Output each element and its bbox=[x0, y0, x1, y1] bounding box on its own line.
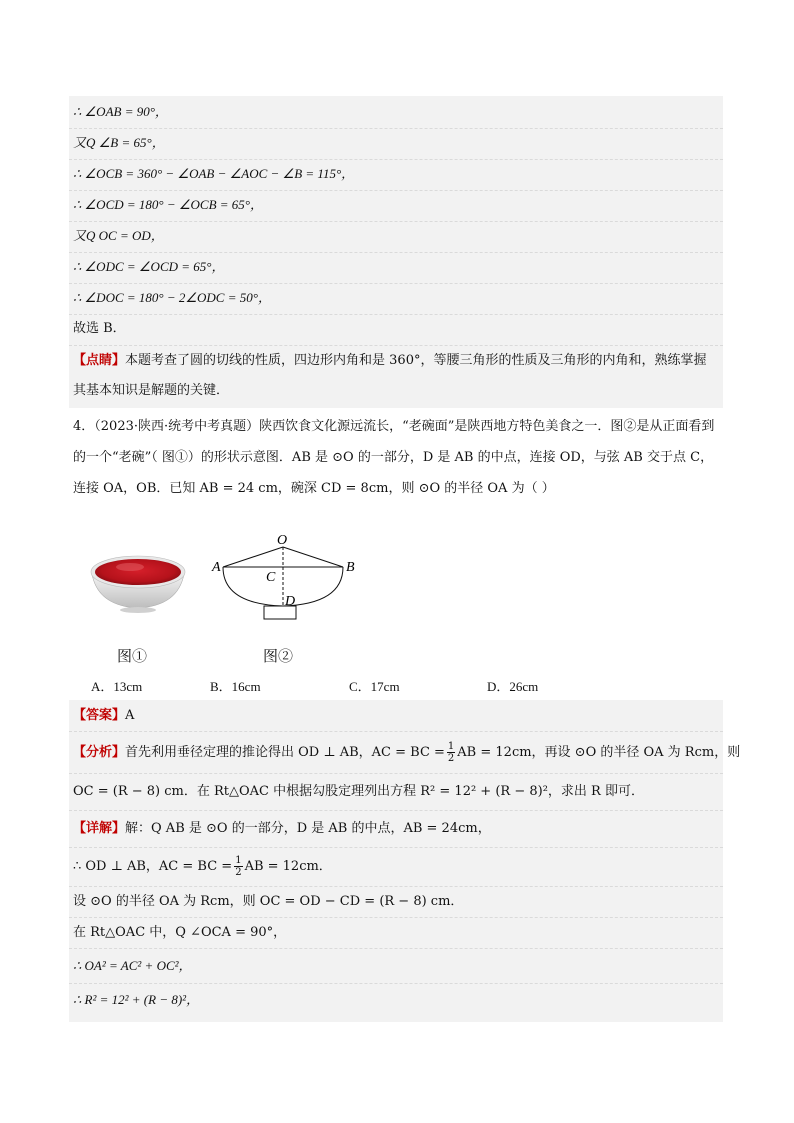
detail-label: 【详解】 bbox=[73, 821, 126, 836]
solution-line: 又Q OC = OD， bbox=[73, 228, 164, 243]
choice-c: C．17cm bbox=[349, 679, 400, 694]
choice-d: D．26cm bbox=[487, 679, 539, 694]
label-b: B bbox=[346, 560, 355, 575]
detail-line-5: ∴ OA² = AC² + OC²， bbox=[73, 958, 192, 973]
divider bbox=[69, 159, 723, 160]
solution-line: ∴ ∠DOC = 180° − 2∠ODC = 50°， bbox=[73, 290, 271, 305]
choice-b: B．16cm bbox=[210, 679, 261, 694]
detail-line-4: 在 Rt△OAC 中，Q ∠OCA = 90°， bbox=[73, 925, 287, 940]
analysis-text: AB = 12cm，再设 ⊙O 的半径 OA 为 Rcm，则 bbox=[457, 745, 741, 760]
question-text: 4．（2023·陕西·统考中考真题）陕西饮食文化源远流长，“老碗面”是陕西地方特色美食之一．图②是从正面看到的一个“老碗”（ 图①）的形状示意图．AB 是 ⊙O 的一部分，D 是 AB 的中点，连接 OD，与弦 AB 交于点 C，连接 OA，OB．已知 AB = 24 cm，碗深 CD = 8cm，则 ⊙O 的半径 OA 为（ ） bbox=[73, 419, 715, 496]
choice-a: A．13cm bbox=[91, 679, 143, 694]
divider bbox=[69, 886, 723, 887]
detail-text: AB = 12cm． bbox=[244, 859, 332, 874]
label-d: D bbox=[285, 594, 296, 609]
answer-line bbox=[73, 707, 134, 725]
solution-line: ∴ ∠OCD = 180° − ∠OCB = 65°， bbox=[73, 197, 263, 212]
comment-text: 本题考查了圆的切线的性质，四边形内角和是 360°，等腰三角形的性质及三角形的内角和，熟练掌握其基本知识是解题的关键． bbox=[73, 353, 707, 398]
divider bbox=[69, 252, 723, 253]
solution-line: ∴ ∠OAB = 90°， bbox=[73, 104, 168, 119]
bowl-diagram bbox=[205, 530, 365, 625]
comment-label: 【点睛】 bbox=[73, 353, 126, 368]
solution-line: 又Q ∠B = 65°， bbox=[73, 135, 165, 150]
divider bbox=[69, 283, 723, 284]
detail-line-2 bbox=[73, 855, 332, 878]
answer-value: A bbox=[125, 708, 135, 723]
divider bbox=[69, 847, 723, 848]
detail-line-1 bbox=[73, 820, 491, 838]
divider bbox=[69, 731, 723, 732]
answer-label: 【答案】 bbox=[73, 708, 126, 723]
analysis-line-1 bbox=[73, 741, 740, 764]
solution-conclusion: 故选 B． bbox=[73, 321, 126, 336]
divider bbox=[69, 773, 723, 774]
fraction-denominator: 2 bbox=[235, 867, 242, 878]
divider bbox=[69, 221, 723, 222]
divider bbox=[69, 314, 723, 315]
divider bbox=[69, 917, 723, 918]
divider bbox=[69, 190, 723, 191]
divider bbox=[69, 948, 723, 949]
analysis-text: 首先利用垂径定理的推论得出 OD ⊥ AB，AC = BC = bbox=[125, 745, 445, 760]
divider bbox=[69, 810, 723, 811]
analysis-line-2: OC = (R − 8) cm．在 Rt△OAC 中根据勾股定理列出方程 R² = 12² + (R − 8)²，求出 R 即可． bbox=[73, 784, 644, 799]
fraction-denominator: 2 bbox=[447, 753, 455, 764]
fraction-numerator: 1 bbox=[235, 855, 242, 866]
analysis-label: 【分析】 bbox=[73, 745, 126, 760]
fraction-numerator: 1 bbox=[447, 741, 455, 752]
detail-line-3: 设 ⊙O 的半径 OA 为 Rcm，则 OC = OD − CD = (R − 8) cm． bbox=[73, 894, 464, 909]
figure-2-caption: 图② bbox=[263, 647, 294, 665]
label-o: O bbox=[277, 533, 288, 548]
figure-1-caption: 图① bbox=[117, 647, 148, 665]
label-a: A bbox=[212, 560, 221, 575]
comment-paragraph bbox=[73, 346, 719, 406]
divider bbox=[69, 128, 723, 129]
label-c: C bbox=[266, 570, 276, 585]
solution-line: ∴ ∠OCB = 360° − ∠OAB − ∠AOC − ∠B = 115°， bbox=[73, 166, 355, 181]
fraction bbox=[447, 741, 455, 764]
detail-text: 解：Q AB 是 ⊙O 的一部分，D 是 AB 的中点，AB = 24cm， bbox=[125, 821, 491, 836]
bowl-image bbox=[88, 548, 188, 614]
divider bbox=[69, 983, 723, 984]
fraction bbox=[234, 855, 242, 878]
solution-line: ∴ ∠ODC = ∠OCD = 65°， bbox=[73, 259, 225, 274]
detail-line-6: ∴ R² = 12² + (R − 8)²， bbox=[73, 992, 200, 1007]
detail-text: ∴ OD ⊥ AB，AC = BC = bbox=[73, 859, 233, 874]
